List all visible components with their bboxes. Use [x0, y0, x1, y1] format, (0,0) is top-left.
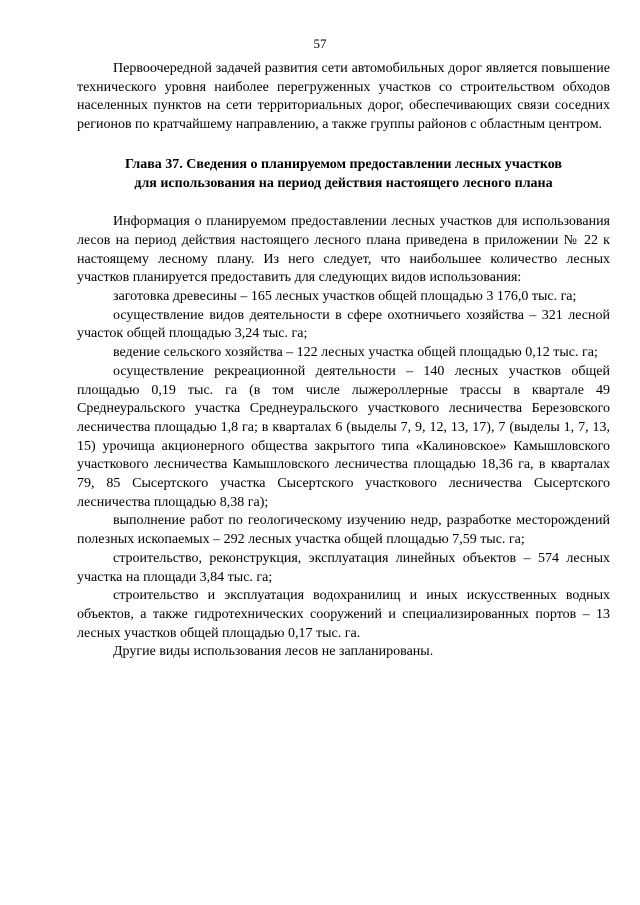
list-item-recreation: осуществление рекреационной деятельности – 140 лесных участков общей площадью 0,19 тыс. га (в том числе лыжероллерные трассы в квартале 49 Среднеуральского участка Среднеуральского участкового лесничества Березовского лесничества площадью 1,8 га; в кварталах 6 (выделы 7, 9, 12, 13, 17), 7 (выделы 1, 7, 13, 15) урочища акционерного общества закрытого типа «Калиновское» Камышловского участкового лесничества Камышловского лесничества площадью 18,36 га, в кварталах 79, 85 Сысертского участка Сысертского участкового лесничества Сысертского лесничества площадью 8,38 га);	[77, 363, 610, 510]
chapter-heading	[77, 156, 610, 193]
list-item-timber-harvesting: заготовка древесины – 165 лесных участков общей площадью 3 176,0 тыс. га;	[113, 289, 577, 305]
document-body	[77, 60, 610, 662]
chapter-title-line-2: для использования на период действия настоящего лесного плана	[134, 175, 553, 191]
intro-paragraph: Первоочередной задачей развития сети автомобильных дорог является повышение технического уровня наиболее перегруженных участков со строительством обходов населенных пунктов на сети территориальных дорог, обеспечивающих связи соседних регионов по кратчайшему направлению, а также группы районов с областным центром.	[77, 61, 610, 133]
list-item-agriculture: ведение сельского хозяйства – 122 лесных участка общей площадью 0,12 тыс. га;	[113, 345, 598, 361]
list-item-hunting: осуществление видов деятельности в сфере охотничьего хозяйства – 321 лесной участок общей площадью 3,24 тыс. га;	[77, 307, 610, 342]
lead-paragraph: Информация о планируемом предоставлении лесных участков для использования лесов на период действия настоящего лесного плана приведена в приложении № 22 к настоящему лесному плану. Из него следует, что наибольшее количество лесных участков планируется предоставить для следующих видов использования:	[77, 214, 610, 286]
closing-paragraph: Другие виды использования лесов не запланированы.	[113, 644, 434, 660]
list-item-geology: выполнение работ по геологическому изучению недр, разработке месторождений полезных ископаемых – 292 лесных участка общей площадью 7,59 тыс. га;	[77, 513, 610, 548]
list-item-reservoirs: строительство и эксплуатация водохранилищ и иных искусственных водных объектов, а также гидротехнических сооружений и специализированных портов – 13 лесных участков общей площадью 0,17 тыс. га.	[77, 588, 610, 641]
list-item-linear-objects: строительство, реконструкция, эксплуатация линейных объектов – 574 лесных участка на площади 3,84 тыс. га;	[77, 550, 610, 585]
chapter-title-line-1: Глава 37. Сведения о планируемом предоставлении лесных участков	[125, 156, 562, 172]
page-number: 57	[313, 36, 327, 51]
